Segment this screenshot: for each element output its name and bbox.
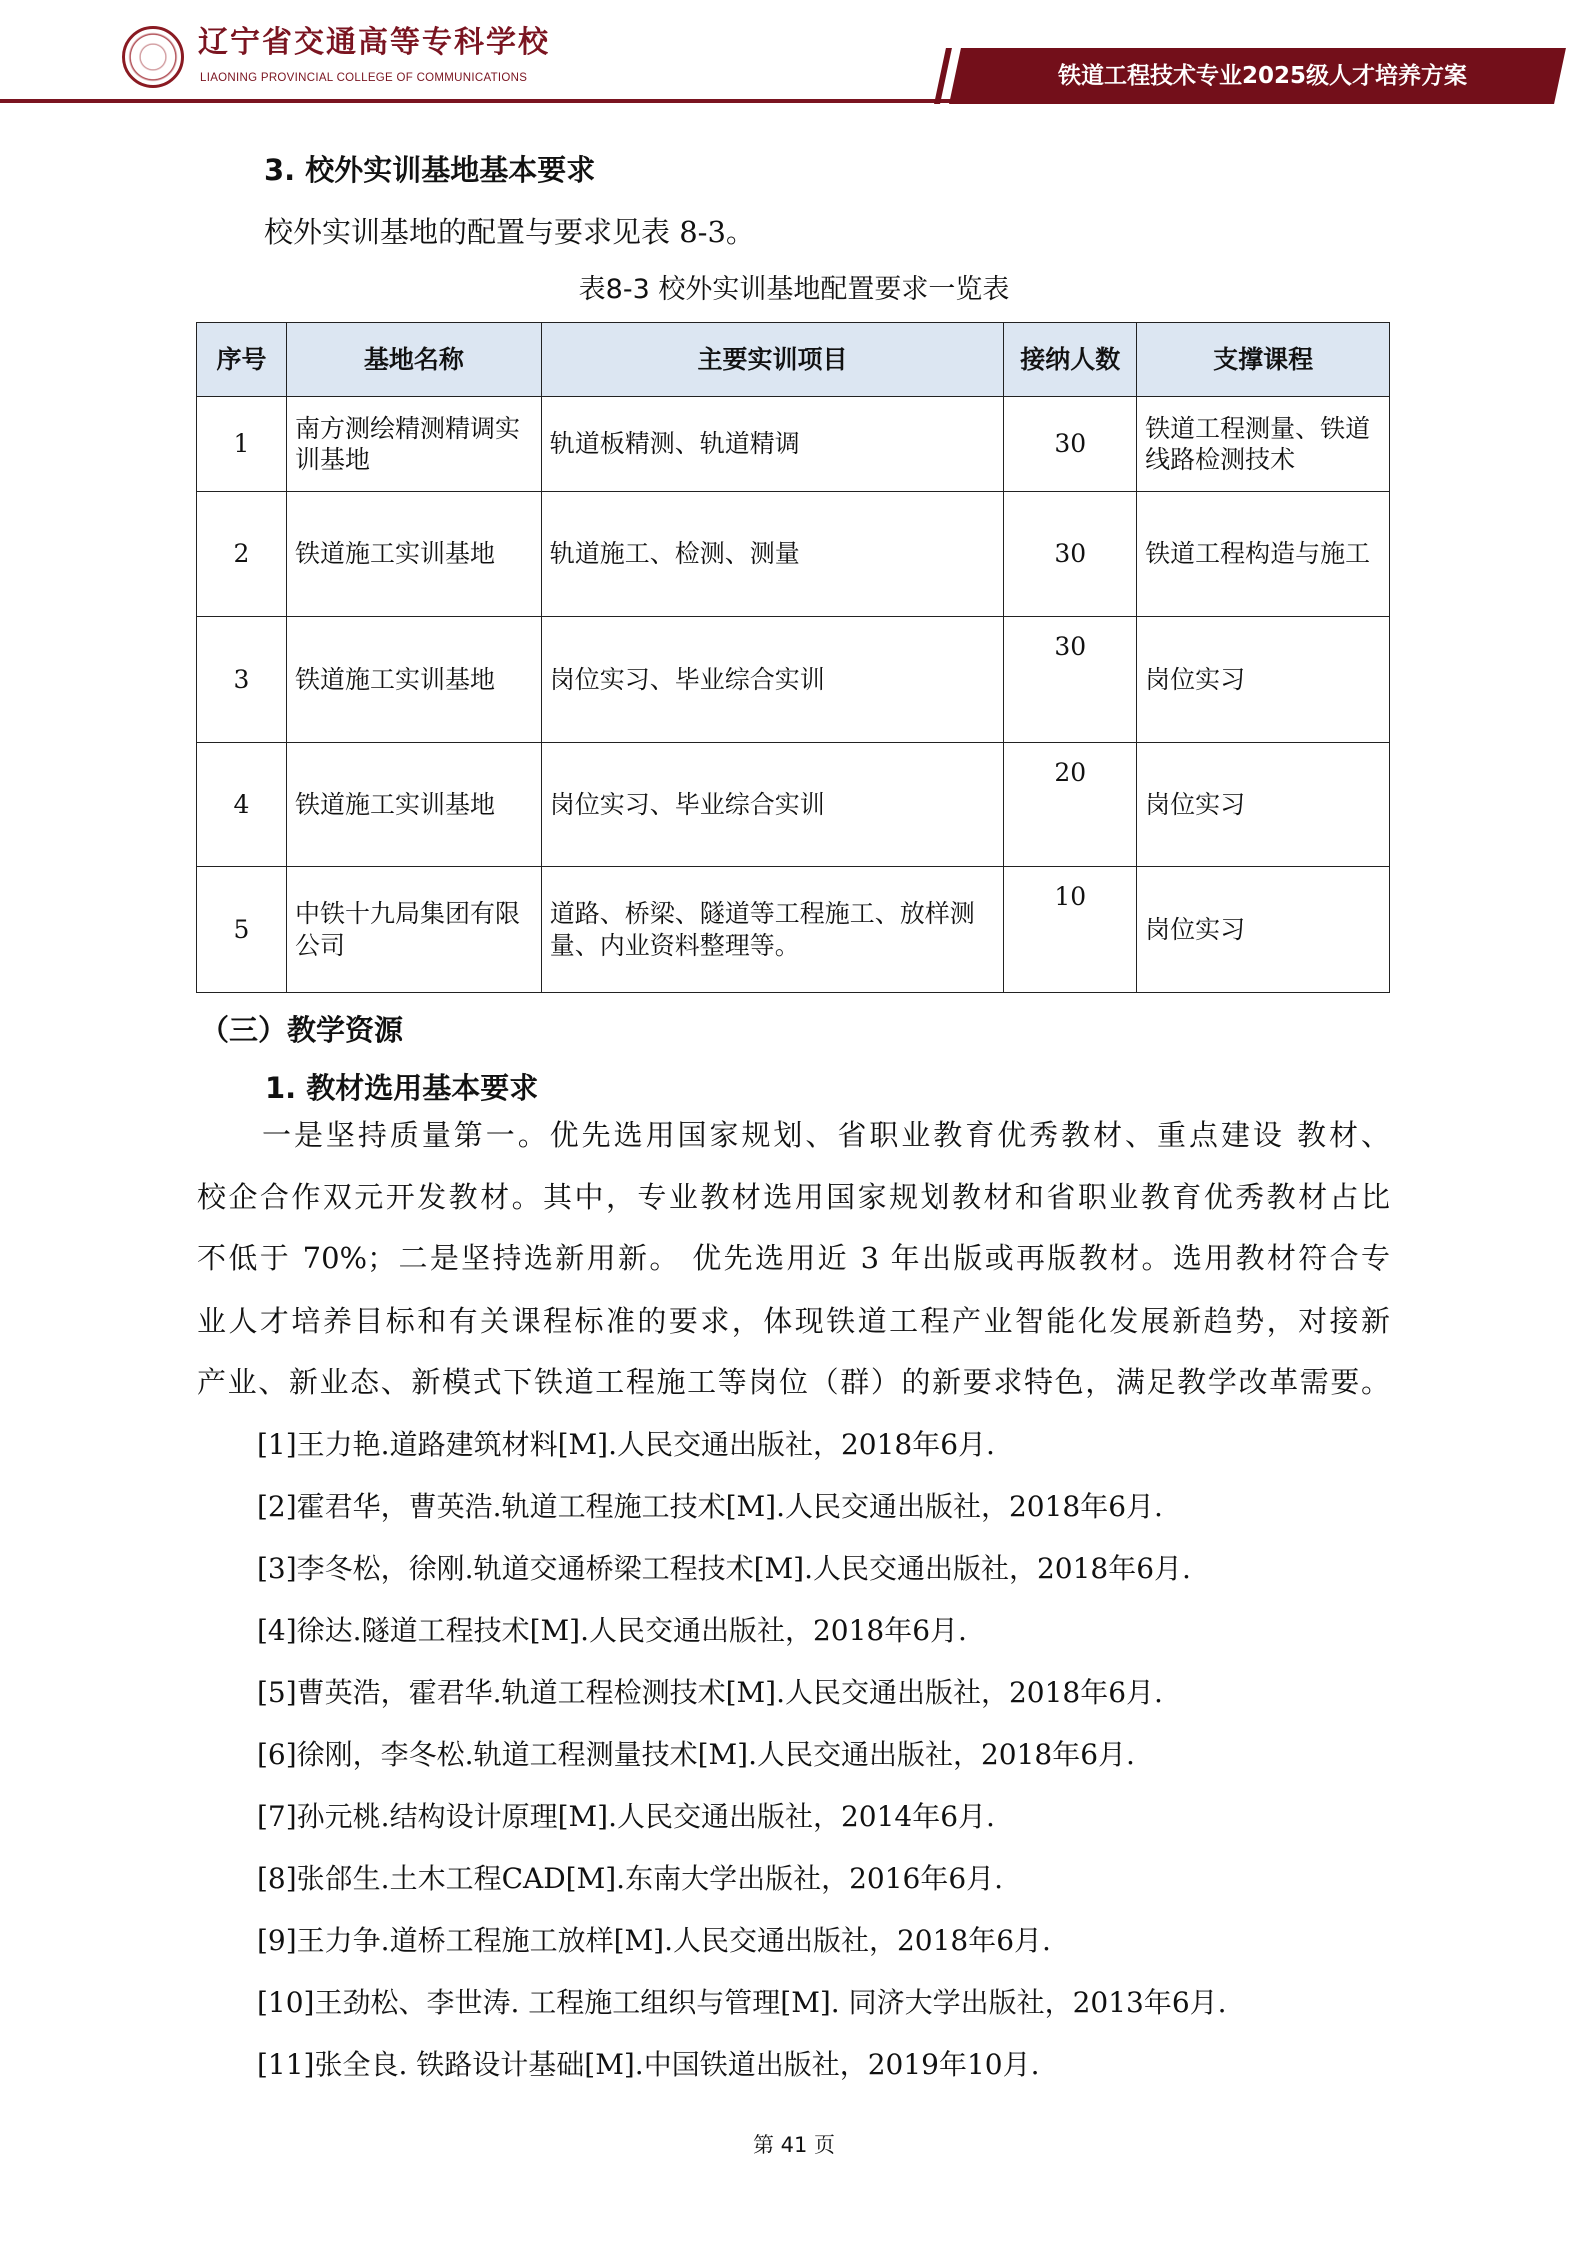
col-header: 序号 xyxy=(197,323,287,397)
textbook-heading: 1. 教材选用基本要求 xyxy=(265,1071,539,1105)
paragraph-line: 一是坚持质量第一。优先选用国家规划、省职业教育优秀教材、重点建设 教材、 xyxy=(262,1118,1390,1152)
table-cell: 中铁十九局集团有限公司 xyxy=(286,867,541,993)
reference-item: [7]孙元桃.结构设计原理[M].人民交通出版社，2014年6月. xyxy=(257,1800,995,1833)
table-cell: 轨道施工、检测、测量 xyxy=(541,492,1004,617)
col-header: 基地名称 xyxy=(286,323,541,397)
table-cell: 30 xyxy=(1004,617,1137,743)
table-cell: 20 xyxy=(1004,743,1137,867)
reference-item: [6]徐刚，李冬松.轨道工程测量技术[M].人民交通出版社，2018年6月. xyxy=(257,1738,1135,1771)
table-cell: 岗位实习 xyxy=(1137,617,1390,743)
col-header: 主要实训项目 xyxy=(541,323,1004,397)
header-banner-stripe xyxy=(934,48,952,104)
document-title: 铁道工程技术专业2025级人才培养方案 xyxy=(1057,63,1467,89)
table-cell: 岗位实习 xyxy=(1137,743,1390,867)
reference-item: [11]张全良. 铁路设计基础[M].中国铁道出版社，2019年10月. xyxy=(257,2048,1040,2081)
reference-item: [3]李冬松，徐刚.轨道交通桥梁工程技术[M].人民交通出版社，2018年6月. xyxy=(257,1552,1191,1585)
col-header: 支撑课程 xyxy=(1137,323,1390,397)
table-cell: 30 xyxy=(1004,397,1137,492)
table-cell: 道路、桥梁、隧道等工程施工、放样测量、内业资料整理等。 xyxy=(541,867,1004,993)
school-logo-seal xyxy=(122,26,184,88)
training-base-table xyxy=(196,322,1390,993)
intro-text: 校外实训基地的配置与要求见表 8-3。 xyxy=(264,215,755,249)
table-caption: 表8-3 校外实训基地配置要求一览表 xyxy=(578,274,1010,305)
table-cell: 铁道工程构造与施工 xyxy=(1137,492,1390,617)
table-cell: 轨道板精测、轨道精调 xyxy=(541,397,1004,492)
table-row xyxy=(197,492,1390,617)
section-heading: 3. 校外实训基地基本要求 xyxy=(264,153,596,187)
table-cell: 岗位实习、毕业综合实训 xyxy=(541,743,1004,867)
table-cell: 2 xyxy=(197,492,287,617)
col-header: 接纳人数 xyxy=(1004,323,1137,397)
table-cell: 铁道工程测量、铁道线路检测技术 xyxy=(1137,397,1390,492)
table-cell: 3 xyxy=(197,617,287,743)
paragraph-line: 业人才培养目标和有关课程标准的要求，体现铁道工程产业智能化发展新趋势，对接新 xyxy=(197,1304,1390,1338)
reference-item: [5]曹英浩，霍君华.轨道工程检测技术[M].人民交通出版社，2018年6月. xyxy=(257,1676,1163,1709)
paragraph-line: 校企合作双元开发教材。其中，专业教材选用国家规划教材和省职业教育优秀教材占比 xyxy=(197,1180,1390,1214)
school-name-cn: 辽宁省交通高等专科学校 xyxy=(198,25,550,60)
table-cell: 铁道施工实训基地 xyxy=(286,743,541,867)
table-cell: 岗位实习、毕业综合实训 xyxy=(541,617,1004,743)
reference-item: [8]张郃生.土木工程CAD[M].东南大学出版社，2016年6月. xyxy=(257,1862,1004,1895)
table-cell: 4 xyxy=(197,743,287,867)
table-row xyxy=(197,617,1390,743)
table-cell: 5 xyxy=(197,867,287,993)
table-cell: 1 xyxy=(197,397,287,492)
table-row xyxy=(197,867,1390,993)
reference-item: [2]霍君华，曹英浩.轨道工程施工技术[M].人民交通出版社，2018年6月. xyxy=(257,1490,1163,1523)
table-cell: 铁道施工实训基地 xyxy=(286,492,541,617)
table-cell: 岗位实习 xyxy=(1137,867,1390,993)
table-row xyxy=(197,397,1390,492)
table-cell: 南方测绘精测精调实训基地 xyxy=(286,397,541,492)
page-number: 第 41 页 xyxy=(752,2133,836,2157)
table-row xyxy=(197,743,1390,867)
reference-item: [1]王力艳.道路建筑材料[M].人民交通出版社，2018年6月. xyxy=(257,1428,995,1461)
school-name-en: LIAONING PROVINCIAL COLLEGE OF COMMUNICATIONS xyxy=(200,72,528,84)
paragraph-line: 产业、新业态、新模式下铁道工程施工等岗位（群）的新要求特色，满足教学改革需要。 xyxy=(197,1365,1390,1399)
reference-item: [10]王劲松、李世涛. 工程施工组织与管理[M]. 同济大学出版社，2013年6月. xyxy=(257,1986,1227,2019)
reference-item: [9]王力争.道桥工程施工放样[M].人民交通出版社，2018年6月. xyxy=(257,1924,1051,1957)
paragraph-line: 不低于 70%；二是坚持选新用新。 优先选用近 3 年出版或再版教材。选用教材符合专 xyxy=(197,1241,1390,1275)
header-rule xyxy=(0,99,960,103)
table-cell: 30 xyxy=(1004,492,1137,617)
reference-item: [4]徐达.隧道工程技术[M].人民交通出版社，2018年6月. xyxy=(257,1614,967,1647)
table-header-row xyxy=(197,323,1390,397)
resources-heading: （三）教学资源 xyxy=(200,1013,404,1047)
table-cell: 铁道施工实训基地 xyxy=(286,617,541,743)
table-cell: 10 xyxy=(1004,867,1137,993)
